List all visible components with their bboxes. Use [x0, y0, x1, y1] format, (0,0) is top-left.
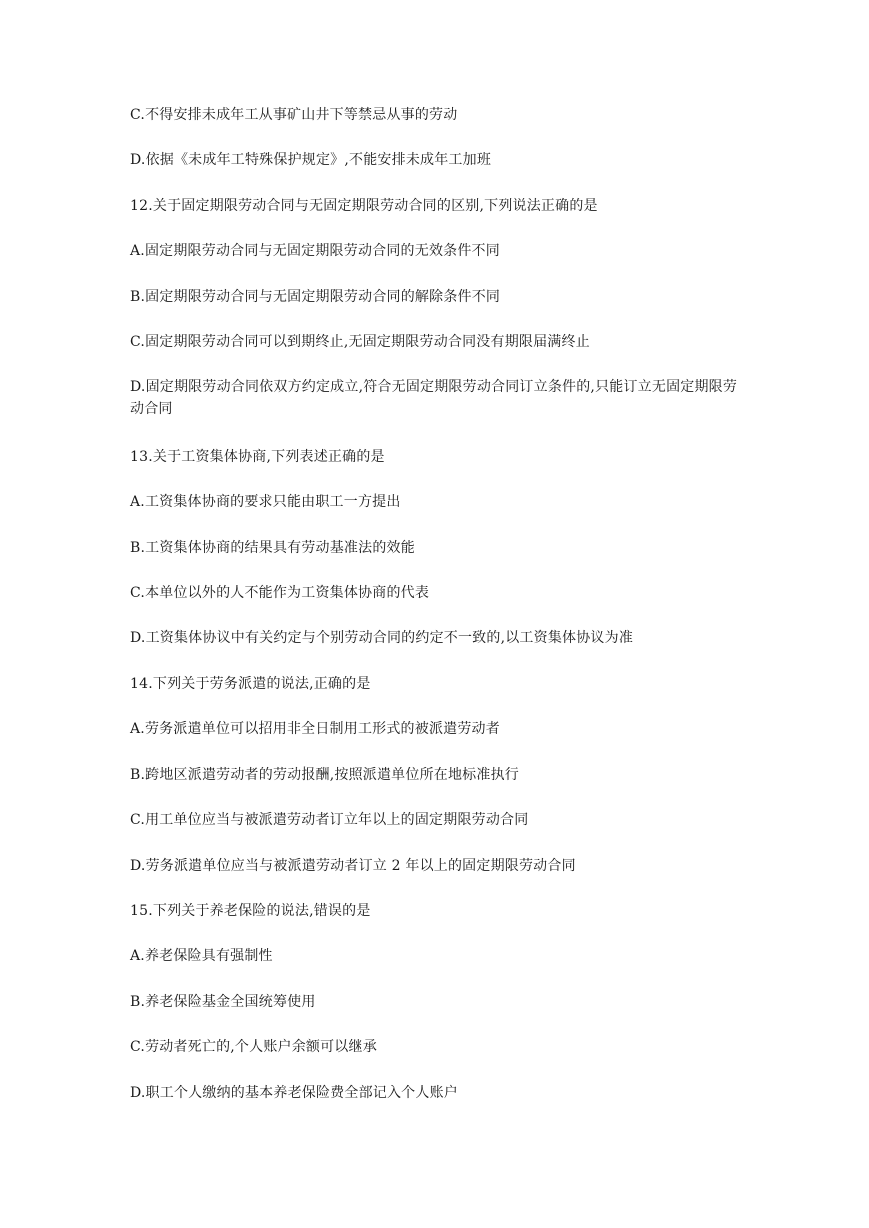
option-13-d: D.工资集体协议中有关约定与个别劳动合同的约定不一致的,以工资集体协议为准: [130, 630, 634, 646]
option-14-a: A.劳务派遣单位可以招用非全日制用工形式的被派遣劳动者: [130, 721, 500, 737]
option-13-c: C.本单位以外的人不能作为工资集体协商的代表: [130, 585, 430, 601]
option-11-c: C.不得安排未成年工从事矿山井下等禁忌从事的劳动: [130, 107, 458, 123]
option-12-d: D.固定期限劳动合同依双方约定成立,符合无固定期限劳动合同订立条件的,只能订立无固定期限劳动合同: [130, 379, 738, 417]
option-15-c: C.劳动者死亡的,个人账户余额可以继承: [130, 1039, 377, 1055]
option-14-b: B.跨地区派遣劳动者的劳动报酬,按照派遣单位所在地标准执行: [130, 767, 519, 783]
question-12: 12.关于固定期限劳动合同与无固定期限劳动合同的区别,下列说法正确的是: [130, 198, 598, 214]
option-12-c: C.固定期限劳动合同可以到期终止,无固定期限劳动合同没有期限届满终止: [130, 334, 590, 350]
option-15-b: B.养老保险基金全国统筹使用: [130, 994, 316, 1010]
question-15: 15.下列关于养老保险的说法,错误的是: [130, 903, 371, 919]
option-14-c: C.用工单位应当与被派遣劳动者订立年以上的固定期限劳动合同: [130, 812, 529, 828]
option-14-d: D.劳务派遣单位应当与被派遣劳动者订立 2 年以上的固定期限劳动合同: [130, 858, 576, 874]
option-15-d: D.职工个人缴纳的基本养老保险费全部记入个人账户: [130, 1085, 458, 1101]
option-12-a: A.固定期限劳动合同与无固定期限劳动合同的无效条件不同: [130, 243, 500, 259]
question-14: 14.下列关于劳务派遣的说法,正确的是: [130, 676, 371, 692]
option-13-a: A.工资集体协商的要求只能由职工一方提出: [130, 494, 401, 510]
option-12-b: B.固定期限劳动合同与无固定期限劳动合同的解除条件不同: [130, 289, 501, 305]
option-13-b: B.工资集体协商的结果具有劳动基准法的效能: [130, 540, 415, 556]
question-13: 13.关于工资集体协商,下列表述正确的是: [130, 449, 385, 465]
option-15-a: A.养老保险具有强制性: [130, 948, 273, 964]
option-11-d: D.依据《未成年工特殊保护规定》,不能安排未成年工加班: [130, 152, 492, 168]
